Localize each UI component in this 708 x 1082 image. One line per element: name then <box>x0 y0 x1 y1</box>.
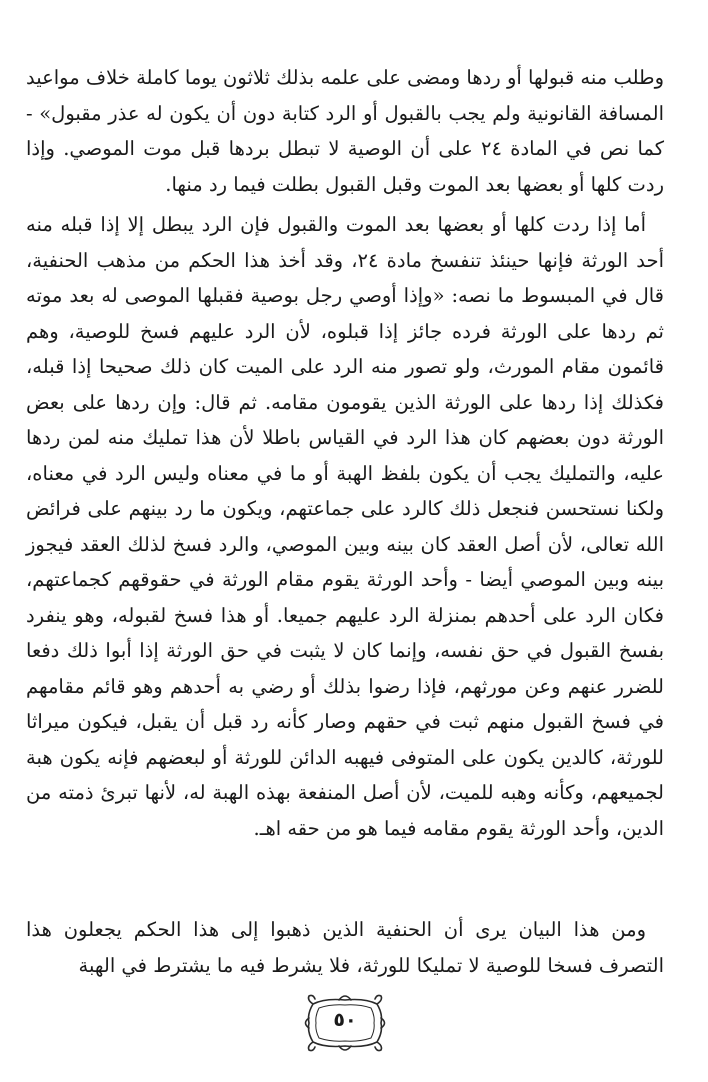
page-number-ornament <box>299 990 391 1056</box>
paragraph-text: ومن هذا البيان يرى أن الحنفية الذين ذهبوا إلى هذا الحكم يجعلون هذا التصرف فسخا للوصية لا تمليكا للورثة، فلا يشرط فيه ما يشترط في الهبة <box>26 918 664 977</box>
paragraph-text: وطلب منه قبولها أو ردها ومضى على علمه بذلك ثلاثون يوما كاملة خلاف مواعيد المسافة القانونية ولم يجب بالقبول أو الرد كتابة دون أن يكون له عذر مقبول» - كما نص في المادة ٢٤ على أن الوصية لا تبطل بردها قبل موت الموصي. وإذا ردت كلها أو بعضها بعد الموت وقبل القبول بطلت فيما رد منها. <box>26 66 664 196</box>
body-paragraph-1 <box>26 60 664 202</box>
page-number: ٥٠ <box>333 1009 357 1031</box>
body-paragraph-2 <box>26 207 664 846</box>
paragraph-text: أما إذا ردت كلها أو بعضها بعد الموت والقبول فإن الرد يبطل إلا إذا قبله منه أحد الورثة فإنها حينئذ تنفسخ مادة ٢٤، وقد أخذ هذا الحكم من مذهب الحنفية، قال في المبسوط ما نصه: «وإذا أوصي رجل بوصية فقبلها الموصى له بعد موته ثم ردها على الورثة فرده جائز إذا قبلوه، لأن الرد عليهم فسخ للوصية، وهم قائمون مقام المورث، ولو تصور منه الرد على الميت كان ذلك صحيحا إذا قبله، فكذلك إذا ردها على الورثة الذين يقومون مقامه. ثم قال: وإن ردها على بعض الورثة دون بعضهم كان هذا الرد في القياس باطلا لأن هذا تمليك منه لمن ردها عليه، والتمليك يجب أن يكون بلفظ الهبة أو ما في معناه وليس الرد في معناه، ولكنا نستحسن فنجعل ذلك كالرد على جماعتهم، ويكون ما رد بينهم على فرائض الله تعالى، لأن أصل العقد كان بينه وبين الموصي، والرد فسخ لذلك العقد فيجوز بينه وبين الموصي أيضا - وأحد الورثة يقوم مقام الورثة في حقوقهم كجماعتهم، فكان الرد على أحدهم بمنزلة الرد عليهم جميعا. أو هذا فسخ لقبوله، وهو ينفرد بفسخ القبول في حق نفسه، وإنما كان لا يثبت في حق الورثة إذا أبوا ذلك دفعا للضرر عنهم وعن مورثهم، فإذا رضوا بذلك أو رضي به أحدهم وهو قائم مقامهم في فسخ القبول منهم ثبت في حقهم وصار كأنه رد قبل أن يقبل، فيكون ميراثا للورثة، كالدين يكون على المتوفى فيهبه الدائن للورثة أو لبعضهم فإنه يكون هبة لجميعهم، وكأنه وهبه للميت، لأن أصل المنفعة بهذه الهبة له، لأنها تبرئ ذمته من الدين، وأحد الورثة يقوم مقامه فيما هو من حقه اهـ. <box>26 213 664 840</box>
body-paragraph-3 <box>26 912 664 983</box>
